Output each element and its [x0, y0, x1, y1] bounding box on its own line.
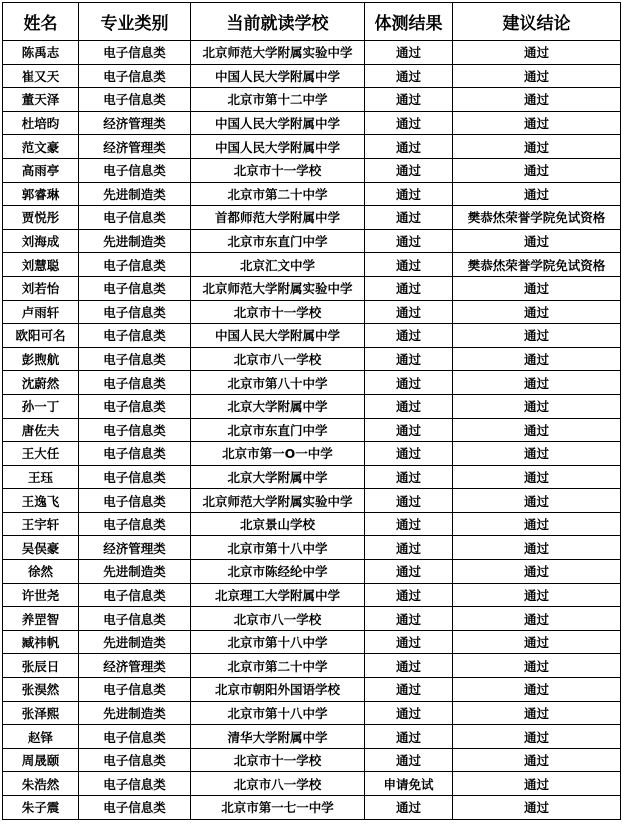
cell-conclusion: 通过	[453, 182, 621, 206]
cell-conclusion: 通过	[453, 560, 621, 584]
cell-major: 经济管理类	[79, 536, 191, 560]
cell-school: 首都师范大学附属中学	[191, 206, 365, 230]
table-row	[3, 111, 621, 135]
cell-name: 吴俣豪	[3, 536, 79, 560]
cell-name: 张淏然	[3, 678, 79, 702]
table-row	[3, 796, 621, 820]
cell-name: 徐然	[3, 560, 79, 584]
table-body	[3, 41, 621, 820]
cell-school: 北京市第八十中学	[191, 371, 365, 395]
table-row	[3, 583, 621, 607]
cell-name: 贾悦彤	[3, 206, 79, 230]
cell-major: 电子信息类	[79, 394, 191, 418]
cell-school: 北京市第十二中学	[191, 88, 365, 112]
cell-conclusion: 通过	[453, 300, 621, 324]
cell-major: 电子信息类	[79, 465, 191, 489]
table-row	[3, 300, 621, 324]
table-row	[3, 701, 621, 725]
table-row	[3, 560, 621, 584]
cell-major: 电子信息类	[79, 88, 191, 112]
cell-major: 电子信息类	[79, 324, 191, 348]
cell-school: 中国人民大学附属中学	[191, 135, 365, 159]
cell-name: 范文豪	[3, 135, 79, 159]
cell-school: 北京师范大学附属实验中学	[191, 41, 365, 65]
cell-name: 郭睿琳	[3, 182, 79, 206]
cell-name: 王逸飞	[3, 489, 79, 513]
table-row	[3, 630, 621, 654]
cell-major: 电子信息类	[79, 64, 191, 88]
cell-major: 电子信息类	[79, 583, 191, 607]
header-row	[3, 3, 621, 41]
cell-major: 先进制造类	[79, 229, 191, 253]
cell-test-result: 通过	[365, 796, 453, 820]
table-row	[3, 489, 621, 513]
cell-conclusion: 通过	[453, 442, 621, 466]
cell-conclusion: 通过	[453, 654, 621, 678]
table-row	[3, 442, 621, 466]
table-row	[3, 512, 621, 536]
cell-school: 北京市十一学校	[191, 748, 365, 772]
table-row	[3, 253, 621, 277]
cell-conclusion: 通过	[453, 678, 621, 702]
cell-conclusion: 通过	[453, 701, 621, 725]
cell-conclusion: 通过	[453, 276, 621, 300]
cell-conclusion: 通过	[453, 158, 621, 182]
cell-name: 赵铎	[3, 725, 79, 749]
cell-test-result: 通过	[365, 701, 453, 725]
cell-test-result: 通过	[365, 158, 453, 182]
cell-school: 北京汇文中学	[191, 253, 365, 277]
cell-test-result: 通过	[365, 748, 453, 772]
cell-school: 中国人民大学附属中学	[191, 324, 365, 348]
cell-major: 电子信息类	[79, 442, 191, 466]
table-row	[3, 206, 621, 230]
header-test-result: 体测结果	[365, 3, 453, 41]
cell-name: 刘若怡	[3, 276, 79, 300]
cell-name: 崔又天	[3, 64, 79, 88]
table-row	[3, 654, 621, 678]
cell-test-result: 通过	[365, 442, 453, 466]
cell-test-result: 通过	[365, 253, 453, 277]
cell-major: 电子信息类	[79, 206, 191, 230]
table-row	[3, 725, 621, 749]
cell-name: 陈禹志	[3, 41, 79, 65]
cell-name: 朱子震	[3, 796, 79, 820]
cell-major: 电子信息类	[79, 253, 191, 277]
cell-name: 养罡智	[3, 607, 79, 631]
cell-test-result: 通过	[365, 300, 453, 324]
cell-school: 中国人民大学附属中学	[191, 111, 365, 135]
cell-name: 臧祎帆	[3, 630, 79, 654]
cell-test-result: 通过	[365, 394, 453, 418]
cell-name: 刘海成	[3, 229, 79, 253]
cell-conclusion: 通过	[453, 583, 621, 607]
cell-school: 北京市八一学校	[191, 772, 365, 796]
cell-name: 孙一丁	[3, 394, 79, 418]
cell-school: 北京市东直门中学	[191, 229, 365, 253]
cell-conclusion: 通过	[453, 630, 621, 654]
table-row	[3, 229, 621, 253]
table-row	[3, 88, 621, 112]
cell-school: 北京市八一学校	[191, 607, 365, 631]
cell-test-result: 通过	[365, 512, 453, 536]
cell-school: 中国人民大学附属中学	[191, 64, 365, 88]
cell-conclusion: 通过	[453, 371, 621, 395]
cell-conclusion: 通过	[453, 111, 621, 135]
cell-test-result: 通过	[365, 182, 453, 206]
cell-conclusion: 通过	[453, 465, 621, 489]
cell-test-result: 通过	[365, 135, 453, 159]
cell-name: 王珏	[3, 465, 79, 489]
cell-school: 北京市第十八中学	[191, 536, 365, 560]
cell-major: 经济管理类	[79, 654, 191, 678]
cell-test-result: 通过	[365, 654, 453, 678]
cell-conclusion: 通过	[453, 748, 621, 772]
cell-major: 先进制造类	[79, 701, 191, 725]
cell-test-result: 申请免试	[365, 772, 453, 796]
cell-test-result: 通过	[365, 489, 453, 513]
cell-major: 电子信息类	[79, 41, 191, 65]
cell-test-result: 通过	[365, 276, 453, 300]
cell-test-result: 通过	[365, 630, 453, 654]
header-major: 专业类别	[79, 3, 191, 41]
table-row	[3, 347, 621, 371]
cell-major: 电子信息类	[79, 748, 191, 772]
cell-name: 彭煦航	[3, 347, 79, 371]
cell-test-result: 通过	[365, 206, 453, 230]
cell-test-result: 通过	[365, 88, 453, 112]
cell-name: 高雨亭	[3, 158, 79, 182]
cell-major: 电子信息类	[79, 725, 191, 749]
cell-conclusion: 通过	[453, 772, 621, 796]
cell-major: 电子信息类	[79, 371, 191, 395]
cell-name: 董天泽	[3, 88, 79, 112]
cell-school: 北京市东直门中学	[191, 418, 365, 442]
table-row	[3, 276, 621, 300]
cell-name: 沈蔚然	[3, 371, 79, 395]
cell-conclusion: 通过	[453, 796, 621, 820]
cell-conclusion: 通过	[453, 88, 621, 112]
cell-name: 王大任	[3, 442, 79, 466]
cell-school: 北京师范大学附属实验中学	[191, 276, 365, 300]
cell-school: 北京市朝阳外国语学校	[191, 678, 365, 702]
cell-test-result: 通过	[365, 111, 453, 135]
cell-school: 北京市第二十中学	[191, 182, 365, 206]
cell-test-result: 通过	[365, 560, 453, 584]
cell-major: 电子信息类	[79, 300, 191, 324]
cell-school: 北京市第十八中学	[191, 701, 365, 725]
table-row	[3, 465, 621, 489]
cell-name: 张辰日	[3, 654, 79, 678]
cell-school: 北京市第一七一中学	[191, 796, 365, 820]
table-row	[3, 135, 621, 159]
cell-school: 北京景山学校	[191, 512, 365, 536]
cell-test-result: 通过	[365, 418, 453, 442]
table-row	[3, 418, 621, 442]
cell-conclusion: 通过	[453, 512, 621, 536]
cell-name: 周晟颐	[3, 748, 79, 772]
cell-major: 电子信息类	[79, 418, 191, 442]
cell-major: 电子信息类	[79, 158, 191, 182]
table-row	[3, 678, 621, 702]
cell-major: 先进制造类	[79, 182, 191, 206]
header-name: 姓名	[3, 3, 79, 41]
cell-conclusion: 通过	[453, 41, 621, 65]
cell-name: 刘慧聪	[3, 253, 79, 277]
cell-school: 北京市八一学校	[191, 347, 365, 371]
cell-major: 电子信息类	[79, 347, 191, 371]
cell-major: 电子信息类	[79, 512, 191, 536]
results-table	[2, 2, 621, 820]
cell-conclusion: 通过	[453, 536, 621, 560]
cell-conclusion: 樊恭烋荣誉学院免试资格	[453, 253, 621, 277]
table-row	[3, 748, 621, 772]
table-row	[3, 394, 621, 418]
table-row	[3, 158, 621, 182]
table-row	[3, 41, 621, 65]
cell-test-result: 通过	[365, 371, 453, 395]
table-row	[3, 324, 621, 348]
cell-major: 先进制造类	[79, 560, 191, 584]
cell-major: 电子信息类	[79, 489, 191, 513]
cell-test-result: 通过	[365, 607, 453, 631]
cell-major: 经济管理类	[79, 135, 191, 159]
cell-school: 北京市陈经纶中学	[191, 560, 365, 584]
cell-school: 北京师范大学附属实验中学	[191, 489, 365, 513]
cell-major: 电子信息类	[79, 796, 191, 820]
cell-major: 电子信息类	[79, 607, 191, 631]
cell-name: 王宇轩	[3, 512, 79, 536]
cell-test-result: 通过	[365, 41, 453, 65]
header-conclusion: 建议结论	[453, 3, 621, 41]
cell-conclusion: 通过	[453, 229, 621, 253]
cell-test-result: 通过	[365, 64, 453, 88]
cell-name: 卢雨轩	[3, 300, 79, 324]
cell-school: 北京市第十八中学	[191, 630, 365, 654]
cell-name: 张泽熙	[3, 701, 79, 725]
cell-school: 清华大学附属中学	[191, 725, 365, 749]
cell-conclusion: 通过	[453, 135, 621, 159]
cell-test-result: 通过	[365, 536, 453, 560]
cell-major: 电子信息类	[79, 678, 191, 702]
table-row	[3, 182, 621, 206]
table-row	[3, 772, 621, 796]
cell-major: 电子信息类	[79, 772, 191, 796]
cell-test-result: 通过	[365, 465, 453, 489]
cell-major: 经济管理类	[79, 111, 191, 135]
cell-conclusion: 通过	[453, 324, 621, 348]
header-school: 当前就读学校	[191, 3, 365, 41]
table-row	[3, 536, 621, 560]
cell-name: 欧阳可名	[3, 324, 79, 348]
cell-major: 先进制造类	[79, 630, 191, 654]
cell-conclusion: 通过	[453, 607, 621, 631]
cell-name: 许世尧	[3, 583, 79, 607]
cell-major: 电子信息类	[79, 276, 191, 300]
cell-name: 杜培昀	[3, 111, 79, 135]
cell-school: 北京大学附属中学	[191, 394, 365, 418]
cell-test-result: 通过	[365, 324, 453, 348]
cell-name: 朱浩然	[3, 772, 79, 796]
cell-conclusion: 通过	[453, 347, 621, 371]
cell-conclusion: 樊恭烋荣誉学院免试资格	[453, 206, 621, 230]
cell-school: 北京市第二十中学	[191, 654, 365, 678]
cell-school: 北京市十一学校	[191, 300, 365, 324]
cell-test-result: 通过	[365, 583, 453, 607]
cell-test-result: 通过	[365, 725, 453, 749]
cell-conclusion: 通过	[453, 725, 621, 749]
cell-school: 北京大学附属中学	[191, 465, 365, 489]
cell-name: 唐佐夫	[3, 418, 79, 442]
table-row	[3, 371, 621, 395]
cell-test-result: 通过	[365, 229, 453, 253]
cell-school: 北京市第一O一中学	[191, 442, 365, 466]
table-row	[3, 607, 621, 631]
cell-conclusion: 通过	[453, 64, 621, 88]
cell-test-result: 通过	[365, 347, 453, 371]
cell-school: 北京市十一学校	[191, 158, 365, 182]
cell-school: 北京理工大学附属中学	[191, 583, 365, 607]
table-header	[3, 3, 621, 41]
cell-conclusion: 通过	[453, 418, 621, 442]
cell-conclusion: 通过	[453, 394, 621, 418]
cell-test-result: 通过	[365, 678, 453, 702]
table-row	[3, 64, 621, 88]
cell-conclusion: 通过	[453, 489, 621, 513]
